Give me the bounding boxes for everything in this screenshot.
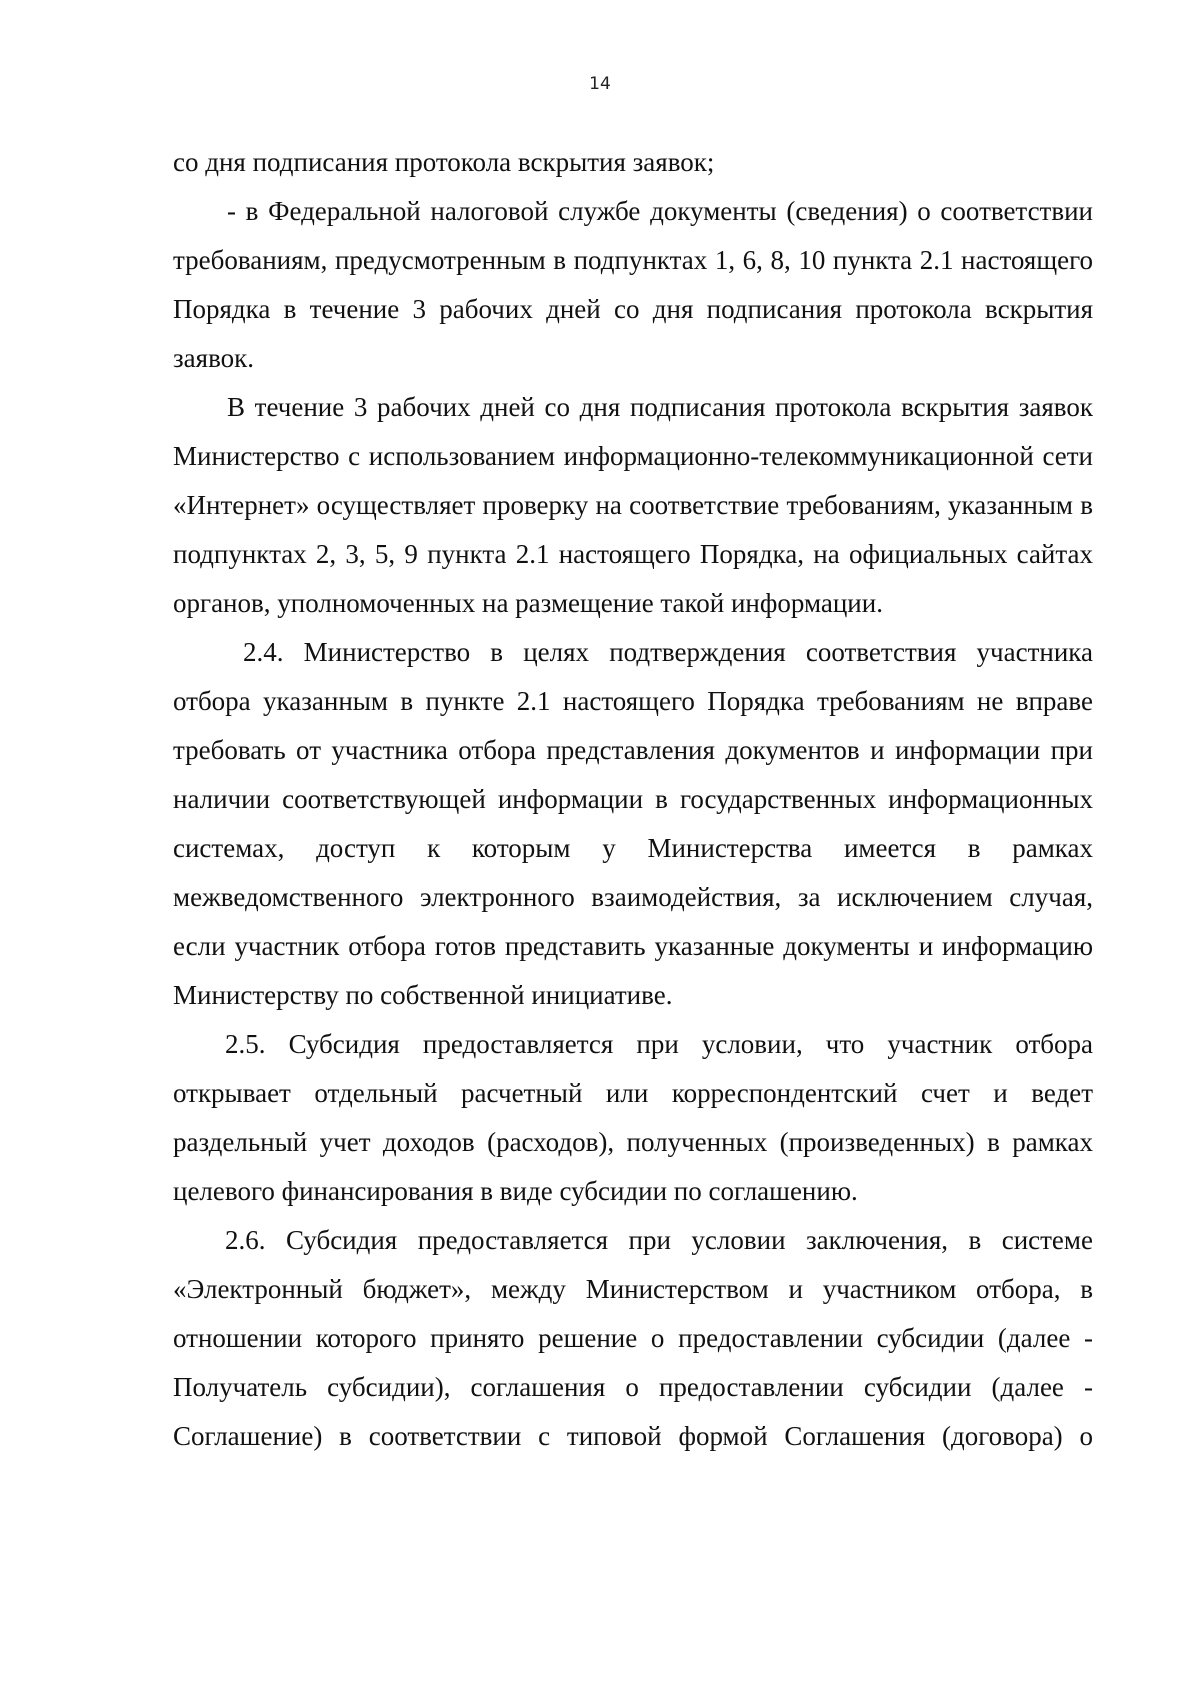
paragraph-2-4: 2.4. Министерство в целях подтверждения соответствия участника отбора указанным в пункте 2.1 настоящего Порядка требованиям не вправе требовать от участника отбора представления документов и информации при наличии соответствующей информации в государственных информационных системах, доступ к которым у Министерства имеется в рамках межведомственного электронного взаимодействия, за исключением случая, если участник отбора готов представить указанные документы и информацию Министерству по собственной инициативе. bbox=[173, 637, 1093, 1010]
paragraph-2-6: 2.6. Субсидия предоставляется при условии заключения, в системе «Электронный бюджет», между Министерством и участником отбора, в отношении которого принято решение о предоставлении субсидии (далее - Получатель субсидии), соглашения о предоставлении субсидии (далее - Соглашение) в соответствии с типовой формой Соглашения (договора) о bbox=[173, 1225, 1093, 1451]
paragraph-internet-check: В течение 3 рабочих дней со дня подписания протокола вскрытия заявок Министерство с использованием информационно-телекоммуникационной сети «Интернет» осуществляет проверку на соответствие требованиям, указанным в подпунктах 2, 3, 5, 9 пункта 2.1 настоящего Порядка, на официальных сайтах органов, уполномоченных на размещение такой информации. bbox=[173, 392, 1093, 618]
document-body bbox=[173, 138, 1093, 1461]
page-number: 14 bbox=[589, 74, 611, 94]
paragraph-continuation: со дня подписания протокола вскрытия заявок; bbox=[173, 147, 715, 177]
paragraph-fns-documents: - в Федеральной налоговой службе документы (сведения) о соответствии требованиям, предусмотренным в подпунктах 1, 6, 8, 10 пункта 2.1 настоящего Порядка в течение 3 рабочих дней со дня подписания протокола вскрытия заявок. bbox=[173, 196, 1093, 373]
paragraph-2-5: 2.5. Субсидия предоставляется при условии, что участник отбора открывает отдельный расчетный или корреспондентский счет и ведет раздельный учет доходов (расходов), полученных (произведенных) в рамках целевого финансирования в виде субсидии по соглашению. bbox=[173, 1029, 1093, 1206]
